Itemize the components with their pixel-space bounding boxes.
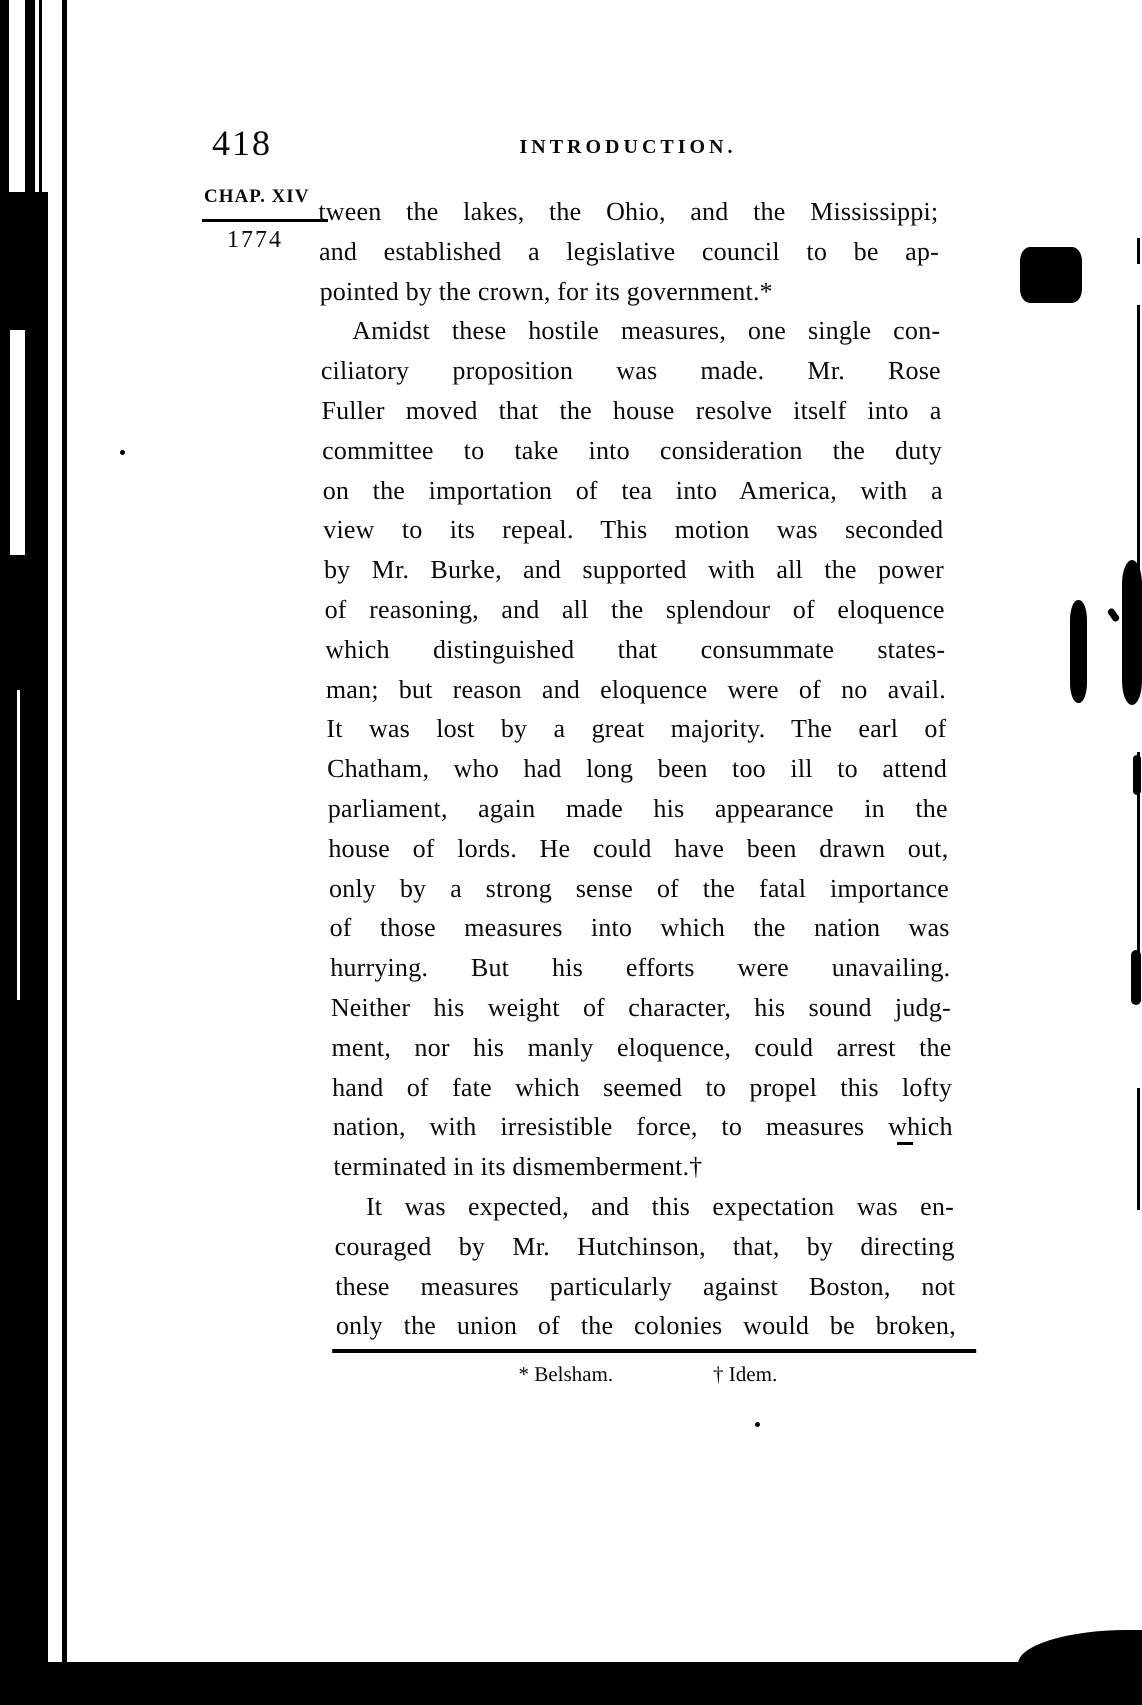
body-text-line: Chatham, who had long been too ill to attend — [326, 754, 948, 784]
body-text-line: ment, nor his manly eloquence, could arrest the — [331, 1032, 952, 1062]
body-text-line: Amidst these hostile measures, one single con- — [351, 316, 941, 346]
body-text-line: by Mr. Burke, and supported with all the power — [323, 555, 945, 585]
body-text-line: hand of fate which seemed to propel this lofty — [331, 1072, 953, 1102]
scan-right-line — [1137, 1088, 1140, 1210]
body-text-line: and established a legislative council to be ap- — [318, 236, 940, 266]
body-text-line: on the importation of tea into America, with a — [322, 475, 943, 505]
footnotes — [336, 1362, 956, 1387]
ink-speck — [755, 1422, 760, 1427]
footnote-belsham: * Belsham. — [518, 1362, 614, 1387]
body-text-line: only by a strong sense of the fatal importance — [328, 873, 950, 903]
ink-smear — [1133, 755, 1141, 795]
ink-smear — [1122, 560, 1142, 705]
body-text-line: these measures particularly against Boston, not — [334, 1271, 956, 1301]
ink-tick — [1107, 607, 1121, 622]
margin-rule — [202, 219, 328, 222]
body-text-line: ciliatory proposition was made. Mr. Rose — [320, 356, 942, 386]
body-text-line: hurrying. But his efforts were unavailing. — [329, 953, 951, 983]
scan-edge-line — [62, 0, 67, 1664]
body-text-line: house of lords. He could have been drawn out, — [328, 833, 949, 863]
running-title: INTRODUCTION. — [519, 136, 737, 158]
body-text-line: Neither his weight of character, his sound judg- — [330, 992, 952, 1022]
body-text-line: couraged by Mr. Hutchinson, that, by directing — [334, 1231, 955, 1261]
scan-right-line — [1137, 238, 1140, 264]
ink-blot — [1020, 247, 1082, 303]
scan-right-line — [1137, 305, 1140, 577]
footnote-rule — [332, 1349, 976, 1353]
body-text-line: of reasoning, and all the splendour of eloquence — [324, 594, 945, 624]
body-text-line: tween the lakes, the Ohio, and the Mississippi; — [318, 197, 939, 226]
body-text-line: parliament, again made his appearance in the — [327, 793, 948, 823]
body-text-line: It was expected, and this expectation was en- — [365, 1191, 955, 1221]
body-text-line: terminated in its dismemberment.† — [333, 1152, 703, 1182]
body-text-line: of those measures into which the nation was — [329, 913, 950, 943]
scan-bottom-curve — [1018, 1630, 1142, 1705]
ink-speck — [897, 1142, 913, 1145]
scan-bottom-bar — [0, 1662, 1142, 1705]
body-text-line: which distinguished that consummate states- — [324, 634, 946, 664]
ink-smear — [1070, 600, 1087, 703]
body-text-line: view to its repeal. This motion was seconded — [323, 515, 944, 545]
ink-smear — [1131, 950, 1141, 1005]
footnote-idem: † Idem. — [712, 1362, 778, 1387]
scan-edge-gap — [10, 330, 25, 555]
body-text-line: Fuller moved that the house resolve itself into a — [321, 395, 942, 425]
margin-chapter-label: CHAP. XIV — [204, 186, 310, 207]
body-text-line: nation, with irresistible force, to measures which — [332, 1112, 953, 1142]
margin-year-label: 1774 — [227, 227, 283, 253]
body-text-line: It was lost by a great majority. The earl of — [326, 714, 947, 744]
body-text-line: committee to take into consideration the duty — [321, 435, 943, 465]
ink-speck — [120, 450, 125, 455]
body-text-column — [318, 192, 957, 1387]
scan-edge-gap — [17, 690, 20, 1000]
page-number: 418 — [212, 123, 272, 163]
body-text-line: pointed by the crown, for its government.* — [319, 276, 773, 306]
body-text-line: man; but reason and eloquence were of no avail. — [325, 674, 947, 704]
body-text-line: only the union of the colonies would be broken, — [335, 1311, 957, 1341]
